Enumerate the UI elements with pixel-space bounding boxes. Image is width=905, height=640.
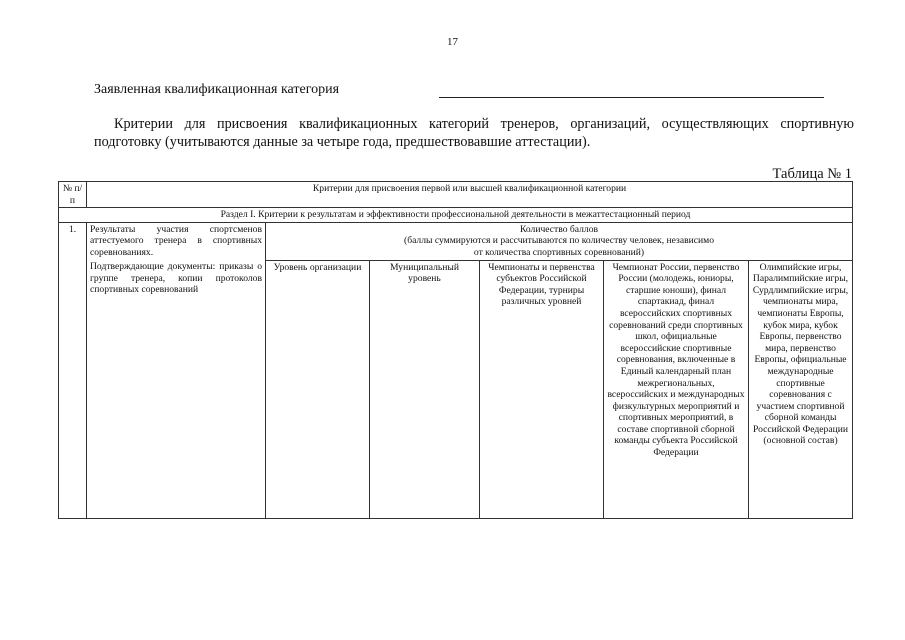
level-municipal: Муниципальный уровень (370, 260, 480, 518)
declared-category-blank (439, 83, 824, 98)
criteria-table (58, 181, 853, 519)
declared-category-label: Заявленная квалификационная категория (94, 82, 340, 97)
section-title: Раздел I. Критерии к результатам и эффективности профессиональной деятельности в межаттестационный период (59, 208, 853, 223)
table-header-row (59, 182, 853, 208)
row-description-main: Результаты участия спортсменов аттестуемого тренера в спортивных соревнованиях. (87, 222, 266, 260)
level-international: Олимпийские игры, Паралимпийские игры, Сурдлимпийские игры, чемпионаты мира, чемпионаты Европы, кубок мира, кубок Европы, первенство мира, первенство Европы, официальные международные спортивные соревнования с участием спортивной сборной команды Российской Федерации (основной состав) (749, 260, 853, 518)
level-organization: Уровень организации (266, 260, 370, 518)
points-header (266, 222, 853, 260)
points-header-line1: Количество баллов (519, 223, 599, 235)
declared-category-line (94, 82, 824, 98)
table-caption: Таблица № 1 (772, 166, 852, 182)
row-description-docs: Подтверждающие документы: приказы о группе тренера, копии протоколов спортивных соревнований (87, 260, 266, 518)
section-row (59, 208, 853, 223)
table-row (59, 222, 853, 260)
intro-paragraph: Критерии для присвоения квалификационных категорий тренеров, организаций, осуществляющих спортивную подготовку (учитываются данные за четыре года, предшествовавшие аттестации). (94, 116, 854, 150)
points-header-line2: (баллы суммируются и рассчитываются по количеству человек, независимо (404, 235, 714, 247)
criteria-header: Критерии для присвоения первой или высшей квалификационной категории (87, 182, 853, 208)
points-header-line3: от количества спортивных соревнований) (473, 246, 645, 258)
table-row (59, 260, 853, 518)
row-number: 1. (59, 222, 87, 518)
col-number-header: № п/п (59, 182, 87, 208)
level-regional: Чемпионаты и первенства субъектов Российской Федерации, турниры различных уровней (480, 260, 604, 518)
level-national: Чемпионат России, первенство России (молодежь, юниоры, старшие юноши), финал спартакиад, финал всероссийских спортивных соревнований среди спортивных школ, официальные всероссийские спортивные соревнования, включенные в Единый календарный план межрегиональных, всероссийских и международных физкультурных мероприятий и спортивных мероприятий, в составе спортивной сборной команды субъекта Российской Федерации (604, 260, 749, 518)
page-number: 17 (447, 36, 458, 48)
